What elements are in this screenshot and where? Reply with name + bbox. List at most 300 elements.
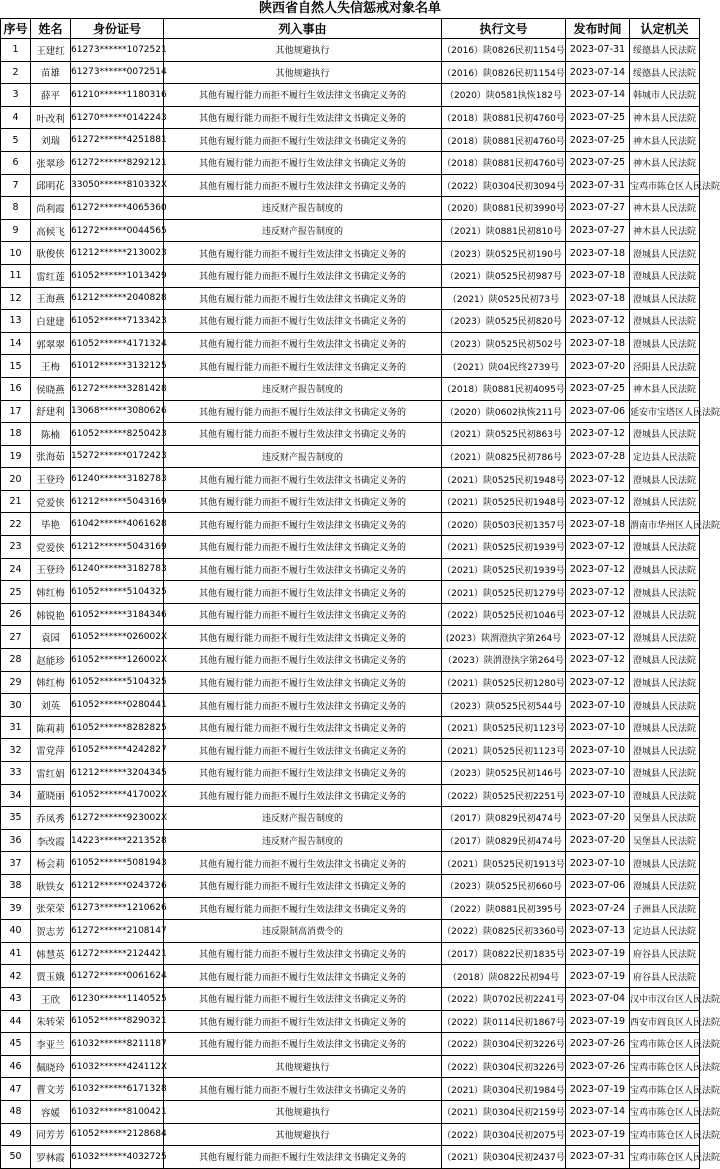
cell-id-number: 61052******8250423 [71,423,164,446]
table-row [1,784,700,807]
cell-authority: 澄城县人民法院 [630,468,700,491]
cell-reason: 其他有履行能力而拒不履行生效法律文书确定义务的 [164,1146,442,1169]
cell-index: 5 [1,129,31,152]
cell-publish-date: 2023-07-19 [566,1078,630,1101]
table-row [1,355,700,378]
cell-id-number: 61212******5043169 [71,490,164,513]
cell-publish-date: 2023-07-12 [566,536,630,559]
table-row [1,649,700,672]
cell-publish-date: 2023-07-19 [566,1010,630,1033]
cell-reason: 其他规避执行 [164,1055,442,1078]
cell-authority: 延安市宝塔区人民法院 [630,400,700,423]
cell-name: 苗雄 [31,61,71,84]
cell-publish-date: 2023-07-20 [566,807,630,830]
cell-case-number: （2021）陕0525民初1939号 [442,536,566,559]
cell-authority: 韩城市人民法院 [630,84,700,107]
cell-reason: 其他有履行能力而拒不履行生效法律文书确定义务的 [164,490,442,513]
cell-publish-date: 2023-07-12 [566,490,630,513]
cell-id-number: 61032******8211187 [71,1033,164,1056]
cell-id-number: 61052******7133423 [71,310,164,333]
defaulter-table [0,18,720,1169]
cell-case-number: （2022）陕0304民初2075号 [442,1123,566,1146]
cell-reason: 其他有履行能力而拒不履行生效法律文书确定义务的 [164,129,442,152]
cell-publish-date: 2023-07-19 [566,965,630,988]
cell-case-number: （2022）陕0525民初1046号 [442,603,566,626]
cell-name: 张荣荣 [31,897,71,920]
cell-index: 41 [1,942,31,965]
cell-index: 25 [1,581,31,604]
cell-name: 佩晓玲 [31,1055,71,1078]
cell-reason: 其他有履行能力而拒不履行生效法律文书确定义务的 [164,513,442,536]
cell-reason: 其他有履行能力而拒不履行生效法律文书确定义务的 [164,287,442,310]
cell-case-number: （2016）陕0826民初1154号 [442,39,566,62]
cell-id-number: 61212******3204345 [71,762,164,785]
cell-case-number: （2020）陕0602执恢211号 [442,400,566,423]
cell-authority: 澄城县人民法院 [630,694,700,717]
cell-publish-date: 2023-07-31 [566,174,630,197]
cell-index: 37 [1,852,31,875]
cell-publish-date: 2023-07-28 [566,445,630,468]
cell-publish-date: 2023-07-25 [566,377,630,400]
cell-id-number: 61273******1210626 [71,897,164,920]
cell-authority: 神木县人民法院 [630,129,700,152]
cell-name: 耿俊侠 [31,242,71,265]
table-row [1,1033,700,1056]
cell-name: 陈莉莉 [31,716,71,739]
table-row [1,1123,700,1146]
cell-authority: 宝鸡市陈仓区人民法院 [630,1055,700,1078]
cell-case-number: （2021）陕0525民初1948号 [442,490,566,513]
table-row [1,626,700,649]
cell-id-number: 61052******8282825 [71,716,164,739]
cell-authority: 澄城县人民法院 [630,490,700,513]
cell-name: 王梅 [31,355,71,378]
cell-id-number: 61212******2130023 [71,242,164,265]
cell-name: 张海茹 [31,445,71,468]
cell-publish-date: 2023-07-10 [566,739,630,762]
cell-index: 19 [1,445,31,468]
cell-publish-date: 2023-07-12 [566,558,630,581]
cell-publish-date: 2023-07-18 [566,332,630,355]
cell-case-number: （2022）陕0825民初3360号 [442,920,566,943]
cell-index: 40 [1,920,31,943]
cell-reason: 违反财产报告制度的 [164,377,442,400]
cell-case-number: （2020）陕0503民初1357号 [442,513,566,536]
cell-case-number: （2021）陕0525民初1948号 [442,468,566,491]
cell-case-number: （2022）陕0525民初2251号 [442,784,566,807]
cell-reason: 其他规避执行 [164,1123,442,1146]
col-header-id-number: 身份证号 [71,19,164,39]
cell-id-number: 61052******1013429 [71,264,164,287]
cell-name: 毕艳 [31,513,71,536]
cell-publish-date: 2023-07-18 [566,287,630,310]
cell-reason: 其他有履行能力而拒不履行生效法律文书确定义务的 [164,897,442,920]
table-row [1,423,700,446]
table-row [1,694,700,717]
cell-name: 贺志芳 [31,920,71,943]
col-header-authority: 认定机关 [630,19,700,39]
cell-reason: 其他规避执行 [164,1100,442,1123]
cell-case-number: （2023）陕渭澄执字第264号 [442,649,566,672]
cell-index: 3 [1,84,31,107]
cell-authority: 神木县人民法院 [630,106,700,129]
cell-case-number: （2021）陕04民终2739号 [442,355,566,378]
cell-reason: 其他有履行能力而拒不履行生效法律文书确定义务的 [164,716,442,739]
cell-index: 14 [1,332,31,355]
cell-case-number: （2021）陕0525民初1939号 [442,558,566,581]
cell-authority: 宝鸡市陈仓区人民法院 [630,174,700,197]
table-row [1,242,700,265]
cell-id-number: 61212******5043169 [71,536,164,559]
cell-id-number: 61032******4032725 [71,1146,164,1169]
cell-reason: 其他有履行能力而拒不履行生效法律文书确定义务的 [164,762,442,785]
cell-publish-date: 2023-07-10 [566,762,630,785]
cell-case-number: （2022）陕0881民初395号 [442,897,566,920]
cell-index: 21 [1,490,31,513]
cell-case-number: （2023）陕0525民初820号 [442,310,566,333]
table-row [1,874,700,897]
cell-name: 王欣 [31,987,71,1010]
table-row [1,807,700,830]
cell-authority: 澄城县人民法院 [630,242,700,265]
cell-name: 郭翠翠 [31,332,71,355]
cell-publish-date: 2023-07-19 [566,942,630,965]
cell-index: 27 [1,626,31,649]
table-row [1,762,700,785]
cell-case-number: （2017）陕0829民初474号 [442,807,566,830]
cell-authority: 澄城县人民法院 [630,264,700,287]
cell-id-number: 61052******4171324 [71,332,164,355]
table-row [1,1100,700,1123]
cell-id-number: 61032******6171328 [71,1078,164,1101]
cell-reason: 其他有履行能力而拒不履行生效法律文书确定义务的 [164,151,442,174]
cell-index: 47 [1,1078,31,1101]
cell-index: 22 [1,513,31,536]
cell-id-number: 13068******3080626 [71,400,164,423]
cell-case-number: （2021）陕0525民初1123号 [442,739,566,762]
cell-reason: 其他规避执行 [164,39,442,62]
cell-authority: 澄城县人民法院 [630,310,700,333]
cell-case-number: （2018）陕0881民初4760号 [442,151,566,174]
table-row [1,468,700,491]
table-row [1,987,700,1010]
cell-reason: 违反财产报告制度的 [164,807,442,830]
cell-id-number: 61052******5104325 [71,671,164,694]
cell-case-number: （2017）陕0829民初474号 [442,829,566,852]
cell-authority: 子洲县人民法院 [630,897,700,920]
cell-reason: 其他有履行能力而拒不履行生效法律文书确定义务的 [164,106,442,129]
cell-authority: 宝鸡市陈仓区人民法院 [630,1123,700,1146]
cell-id-number: 61273******1072521 [71,39,164,62]
cell-id-number: 61273******0072514 [71,61,164,84]
cell-index: 18 [1,423,31,446]
cell-name: 韩锐艳 [31,603,71,626]
table-row [1,61,700,84]
cell-case-number: （2021）陕0525民初1279号 [442,581,566,604]
cell-reason: 其他有履行能力而拒不履行生效法律文书确定义务的 [164,1033,442,1056]
cell-index: 36 [1,829,31,852]
cell-publish-date: 2023-07-10 [566,784,630,807]
cell-case-number: (2023）陕渭澄执字第264号 [442,626,566,649]
cell-publish-date: 2023-07-31 [566,1146,630,1169]
cell-name: 党爱侠 [31,536,71,559]
cell-reason: 其他有履行能力而拒不履行生效法律文书确定义务的 [164,1010,442,1033]
cell-id-number: 61272******923002X [71,807,164,830]
cell-reason: 其他规避执行 [164,61,442,84]
table-row [1,129,700,152]
cell-index: 2 [1,61,31,84]
cell-name: 王登玲 [31,468,71,491]
table-row [1,829,700,852]
cell-name: 杨会莉 [31,852,71,875]
cell-publish-date: 2023-07-26 [566,1033,630,1056]
cell-reason: 违反限制高消费令的 [164,920,442,943]
cell-case-number: （2023）陕0525民初502号 [442,332,566,355]
cell-authority: 宝鸡市陈仓区人民法院 [630,1033,700,1056]
cell-case-number: （2020）陕0881民初3990号 [442,197,566,220]
cell-index: 8 [1,197,31,220]
cell-name: 叶改利 [31,106,71,129]
cell-name: 韩慧英 [31,942,71,965]
cell-case-number: （2020）陕0581执恢182号 [442,84,566,107]
cell-authority: 宝鸡市陈仓区人民法院 [630,1078,700,1101]
cell-name: 王登玲 [31,558,71,581]
table-row [1,965,700,988]
cell-authority: 渭南市华州区人民法院 [630,513,700,536]
table-row [1,513,700,536]
cell-authority: 府谷县人民法院 [630,942,700,965]
cell-authority: 汉中市汉台区人民法院 [630,987,700,1010]
cell-reason: 其他有履行能力而拒不履行生效法律文书确定义务的 [164,332,442,355]
cell-name: 耿铁女 [31,874,71,897]
cell-id-number: 61052******2128684 [71,1123,164,1146]
table-body [1,39,720,1169]
cell-index: 42 [1,965,31,988]
cell-publish-date: 2023-07-25 [566,151,630,174]
cell-case-number: （2021）陕0881民初810号 [442,219,566,242]
cell-name: 张翠珍 [31,151,71,174]
cell-authority: 宝鸡市陈仓区人民法院 [630,1100,700,1123]
cell-index: 9 [1,219,31,242]
cell-name: 邱明花 [31,174,71,197]
cell-reason: 其他有履行能力而拒不履行生效法律文书确定义务的 [164,423,442,446]
table-row [1,219,700,242]
cell-publish-date: 2023-07-27 [566,219,630,242]
cell-id-number: 61052******8290321 [71,1010,164,1033]
cell-publish-date: 2023-07-12 [566,581,630,604]
cell-id-number: 14223******2213528 [71,829,164,852]
table-row [1,445,700,468]
table-row [1,377,700,400]
cell-reason: 其他有履行能力而拒不履行生效法律文书确定义务的 [164,649,442,672]
cell-publish-date: 2023-07-13 [566,920,630,943]
table-row [1,310,700,333]
cell-publish-date: 2023-07-14 [566,84,630,107]
cell-case-number: （2021）陕0525民初987号 [442,264,566,287]
cell-reason: 其他有履行能力而拒不履行生效法律文书确定义务的 [164,671,442,694]
cell-reason: 其他有履行能力而拒不履行生效法律文书确定义务的 [164,242,442,265]
cell-reason: 其他有履行能力而拒不履行生效法律文书确定义务的 [164,987,442,1010]
cell-case-number: （2021）陕0304民初1984号 [442,1078,566,1101]
cell-reason: 违反财产报告制度的 [164,197,442,220]
cell-id-number: 61210******1180316 [71,84,164,107]
cell-id-number: 61272******2108147 [71,920,164,943]
cell-index: 16 [1,377,31,400]
cell-case-number: （2021）陕0825民初786号 [442,445,566,468]
cell-authority: 澄城县人民法院 [630,852,700,875]
cell-case-number: （2022）陕0702民初2241号 [442,987,566,1010]
cell-id-number: 61032******8100421 [71,1100,164,1123]
cell-index: 26 [1,603,31,626]
cell-case-number: （2022）陕0304民初3226号 [442,1033,566,1056]
col-header-name: 姓名 [31,19,71,39]
cell-id-number: 61272******2124421 [71,942,164,965]
cell-id-number: 61032******424112X [71,1055,164,1078]
cell-index: 30 [1,694,31,717]
cell-publish-date: 2023-07-18 [566,242,630,265]
cell-id-number: 61012******3132125 [71,355,164,378]
cell-reason: 其他有履行能力而拒不履行生效法律文书确定义务的 [164,558,442,581]
cell-authority: 澄城县人民法院 [630,739,700,762]
table-row [1,39,700,62]
cell-id-number: 33050******810332X [71,174,164,197]
cell-name: 曹文芳 [31,1078,71,1101]
cell-name: 刘英 [31,694,71,717]
cell-publish-date: 2023-07-10 [566,694,630,717]
cell-reason: 其他有履行能力而拒不履行生效法律文书确定义务的 [164,852,442,875]
cell-name: 党爱侠 [31,490,71,513]
cell-case-number: （2021）陕0525民初863号 [442,423,566,446]
table-row [1,1010,700,1033]
cell-case-number: （2021）陕0525民初1913号 [442,852,566,875]
cell-index: 24 [1,558,31,581]
cell-publish-date: 2023-07-19 [566,1123,630,1146]
cell-reason: 违反财产报告制度的 [164,445,442,468]
cell-index: 48 [1,1100,31,1123]
cell-publish-date: 2023-07-14 [566,1100,630,1123]
cell-name: 李亚兰 [31,1033,71,1056]
cell-case-number: （2022）陕0304民初3094号 [442,174,566,197]
cell-name: 侯晓燕 [31,377,71,400]
cell-publish-date: 2023-07-12 [566,423,630,446]
cell-name: 李改霞 [31,829,71,852]
cell-name: 雷党萍 [31,739,71,762]
cell-id-number: 61240******3182783 [71,558,164,581]
table-row [1,84,700,107]
cell-case-number: （2021）陕0525民初73号 [442,287,566,310]
cell-name: 刘瑞 [31,129,71,152]
cell-id-number: 61052******4242827 [71,739,164,762]
cell-reason: 其他有履行能力而拒不履行生效法律文书确定义务的 [164,1078,442,1101]
cell-id-number: 61052******5104325 [71,581,164,604]
table-row [1,197,700,220]
cell-id-number: 61240******3182783 [71,468,164,491]
cell-publish-date: 2023-07-31 [566,39,630,62]
table-row [1,490,700,513]
table-row [1,264,700,287]
cell-index: 15 [1,355,31,378]
cell-name: 陈楠 [31,423,71,446]
cell-id-number: 61052******3184346 [71,603,164,626]
cell-name: 乔凤秀 [31,807,71,830]
cell-authority: 澄城县人民法院 [630,784,700,807]
cell-index: 46 [1,1055,31,1078]
cell-name: 雷红莲 [31,264,71,287]
cell-index: 49 [1,1123,31,1146]
table-row [1,920,700,943]
cell-authority: 澄城县人民法院 [630,536,700,559]
cell-case-number: （2017）陕0822民初1835号 [442,942,566,965]
cell-reason: 其他有履行能力而拒不履行生效法律文书确定义务的 [164,874,442,897]
cell-authority: 澄城县人民法院 [630,603,700,626]
cell-authority: 澄城县人民法院 [630,762,700,785]
cell-publish-date: 2023-07-06 [566,874,630,897]
cell-name: 高候飞 [31,219,71,242]
cell-reason: 其他有履行能力而拒不履行生效法律文书确定义务的 [164,942,442,965]
cell-publish-date: 2023-07-20 [566,355,630,378]
cell-index: 39 [1,897,31,920]
cell-authority: 神木县人民法院 [630,377,700,400]
table-row [1,174,700,197]
cell-index: 29 [1,671,31,694]
cell-case-number: （2023）陕0525民初190号 [442,242,566,265]
cell-publish-date: 2023-07-12 [566,671,630,694]
cell-id-number: 61272******8292121 [71,151,164,174]
cell-index: 4 [1,106,31,129]
cell-case-number: （2021）陕0304民初2437号 [442,1146,566,1169]
cell-id-number: 61272******0044565 [71,219,164,242]
cell-name: 雷红娟 [31,762,71,785]
cell-case-number: （2022）陕0304民初3226号 [442,1055,566,1078]
cell-reason: 违反财产报告制度的 [164,219,442,242]
cell-publish-date: 2023-07-06 [566,400,630,423]
cell-index: 1 [1,39,31,62]
cell-index: 44 [1,1010,31,1033]
cell-authority: 绥德县人民法院 [630,61,700,84]
table-row [1,716,700,739]
cell-authority: 澄城县人民法院 [630,558,700,581]
cell-case-number: （2018）陕0881民初4760号 [442,129,566,152]
cell-name: 同芳芳 [31,1123,71,1146]
cell-reason: 其他有履行能力而拒不履行生效法律文书确定义务的 [164,310,442,333]
cell-case-number: （2018）陕0881民初4760号 [442,106,566,129]
cell-publish-date: 2023-07-14 [566,61,630,84]
cell-id-number: 61052******0280441 [71,694,164,717]
cell-name: 董晓丽 [31,784,71,807]
cell-id-number: 61052******417002X [71,784,164,807]
table-row [1,332,700,355]
table-row [1,106,700,129]
cell-case-number: （2018）陕0881民初4095号 [442,377,566,400]
cell-case-number: （2021）陕0304民初2159号 [442,1100,566,1123]
cell-publish-date: 2023-07-12 [566,468,630,491]
cell-name: 贾玉娥 [31,965,71,988]
table-row [1,581,700,604]
cell-case-number: （2021）陕0525民初1280号 [442,671,566,694]
cell-authority: 宝鸡市陈仓区人民法院 [630,1146,700,1169]
cell-id-number: 61212******0243726 [71,874,164,897]
cell-authority: 澄城县人民法院 [630,716,700,739]
cell-id-number: 61272******4065360 [71,197,164,220]
cell-case-number: （2022）陕0114民初1867号 [442,1010,566,1033]
table-row [1,536,700,559]
cell-index: 11 [1,264,31,287]
cell-authority: 吴堡县人民法院 [630,807,700,830]
cell-index: 45 [1,1033,31,1056]
cell-case-number: （2016）陕0826民初1154号 [442,61,566,84]
document-title: 陕西省自然人失信惩戒对象名单 [258,1,441,16]
table-row [1,1055,700,1078]
